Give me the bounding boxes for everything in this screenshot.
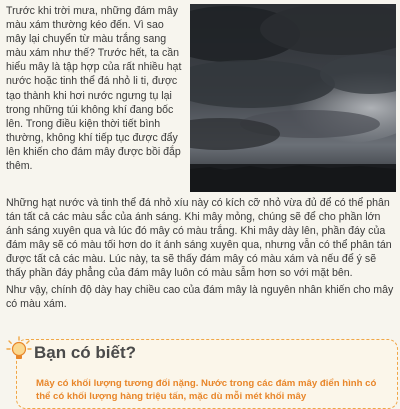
storm-cloud-photo	[190, 4, 396, 192]
body-paragraph-2: Những hạt nước và tinh thể đá nhỏ xíu này có kích cỡ nhỏ vừa đủ để có thể phân tán tất cả các màu sắc của ánh sáng. Khi mây mỏng, chúng sẽ để cho phần lớn ánh sáng xuyên qua và lúc đó mây có màu trắng. Khi mây dày lên, phần đáy của đám mây sẽ có màu tối hơn do ít ánh sáng xuyên qua, nhưng vẫn có thể phân tán được tất cả các màu. Lúc này, ta sẽ thấy đám mây có màu xám và nếu để ý sẽ thấy phần đáy phẳng của đám mây luôn có màu sẫm hơn so với mặt bên.	[6, 197, 392, 280]
intro-paragraph: Trước khi trời mưa, những đám mây màu xám thường kéo đến. Vì sao mây lại chuyển từ màu trắng sang màu xám như thế? Trước hết, ta cần hiểu mây là tập hợp của rất nhiều hạt nước hoặc tinh thể đá nhỏ li ti, được tạo thành khi hơi nước ngưng tụ lại trong những túi không khí đang bốc lên. Trong điều kiện thời tiết bình thường, không khí tiếp tục được đẩy lên khiến cho đám mây được bồi đắp thêm.	[6, 5, 182, 173]
did-you-know-title: Bạn có biết?	[34, 343, 137, 362]
lightbulb-icon	[6, 336, 32, 362]
did-you-know-text: Mây có khối lượng tương đối nặng. Nước trong các đám mây điển hình có thể có khối lượng hàng triệu tấn, mặc dù mỗi mét khối mây	[36, 378, 377, 402]
body-paragraph-3: Như vậy, chính độ dày hay chiều cao của đám mây là nguyên nhân khiến cho mây có màu xám.	[6, 284, 394, 311]
